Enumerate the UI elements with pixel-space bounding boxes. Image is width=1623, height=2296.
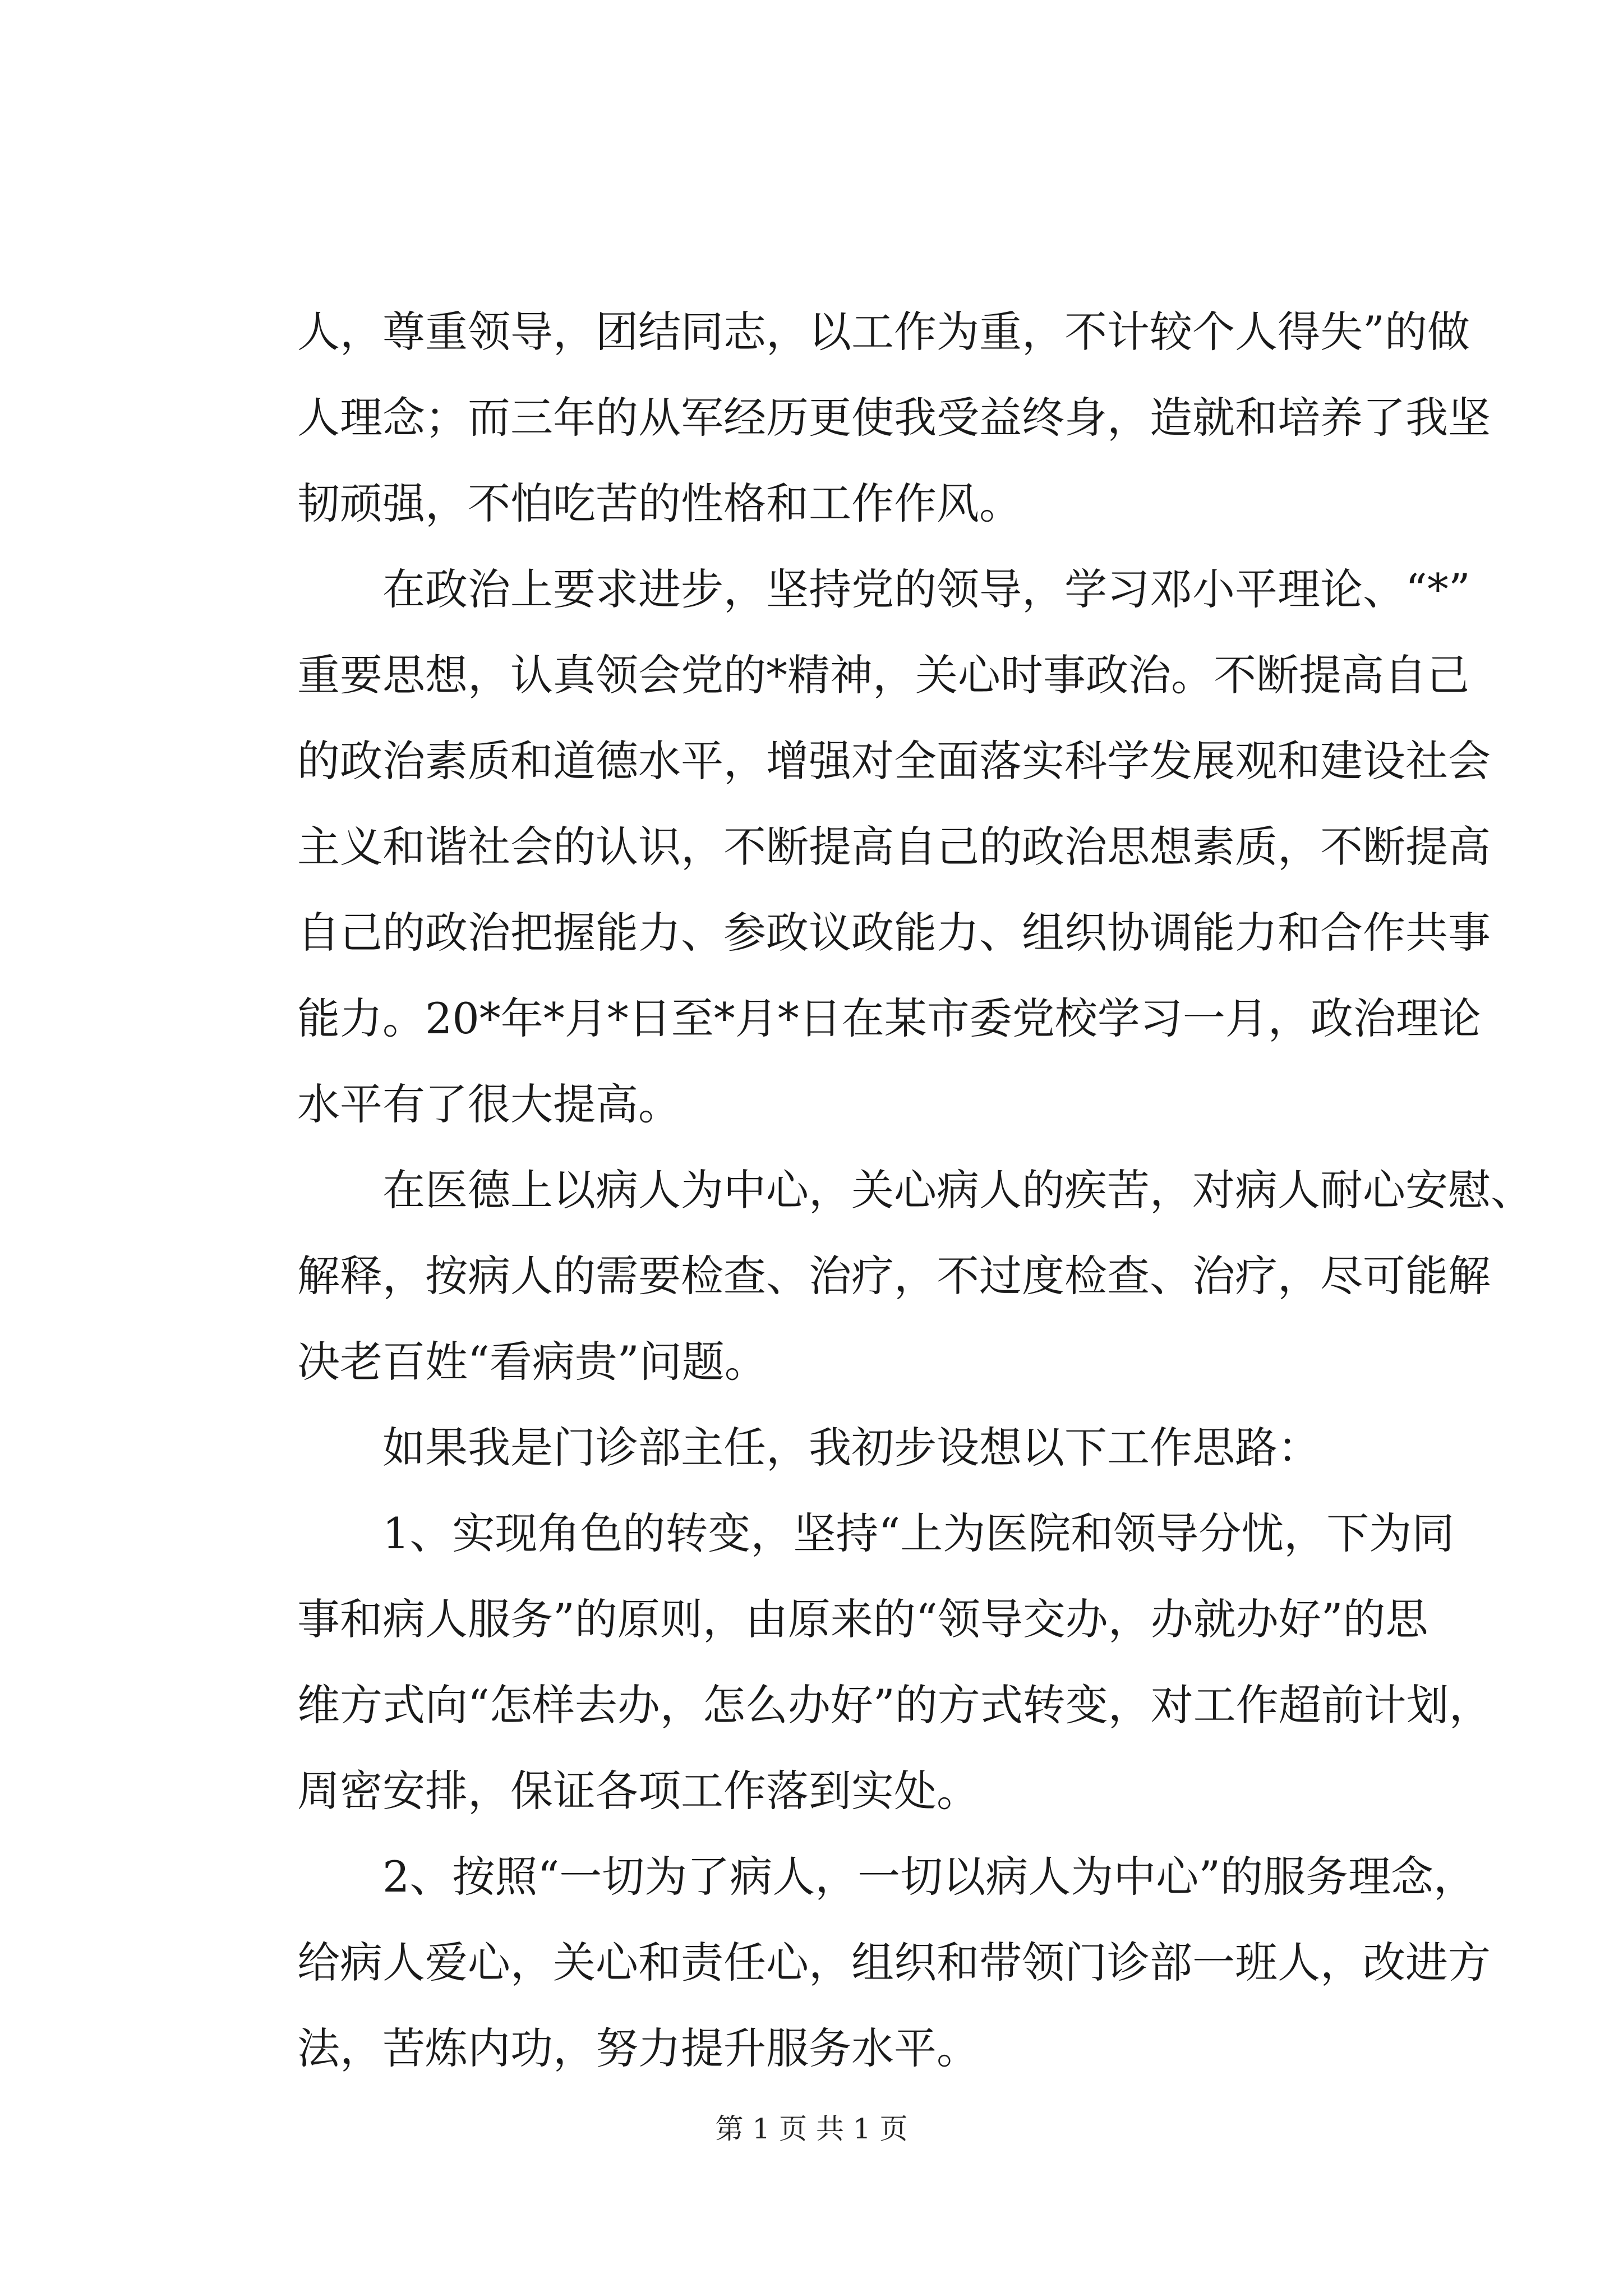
text-line: 的政治素质和道德水平，增强对全面落实科学发展观和建设社会 (297, 736, 1491, 786)
text-line: 决老百姓“看病贵”问题。 (297, 1337, 767, 1387)
paragraph-5 (297, 1490, 1492, 1834)
text-line: 2、按照“一切为了病人，一切以病人为中心”的服务理念， (297, 1852, 1477, 1902)
paragraph-2 (297, 546, 1491, 1147)
text-line: 主义和谐社会的认识，不断提高自己的政治思想素质，不断提高 (297, 822, 1491, 872)
text-line: 如果我是门诊部主任，我初步设想以下工作思路： (297, 1423, 1320, 1473)
paragraph-4 (297, 1405, 1412, 1490)
text-line: 周密安排，保证各项工作落到实处。 (297, 1766, 979, 1816)
text-line: 1、实现角色的转变，坚持“上为医院和领导分忧，下为同 (297, 1508, 1455, 1558)
text-line: 自己的政治把握能力、参政议政能力、组织协调能力和合作共事 (297, 908, 1491, 958)
page-footer: 第 1 页 共 1 页 (715, 2113, 908, 2145)
text-line: 给病人爱心，关心和责任心，组织和带领门诊部一班人，改进方 (297, 1938, 1491, 1987)
text-line: 能力。20*年*月*日至*月*日在某市委党校学习一月，政治理论 (297, 993, 1481, 1043)
paragraph-6 (297, 1834, 1491, 2091)
text-line: 解释，按病人的需要检查、治疗，不过度检查、治疗，尽可能解 (297, 1251, 1491, 1301)
paragraph-1 (297, 289, 1491, 546)
text-line: 维方式向“怎样去办，怎么办好”的方式转变，对工作超前计划， (297, 1680, 1492, 1730)
text-line: 法，苦炼内功，努力提升服务水平。 (297, 2023, 979, 2073)
text-line: 水平有了很大提高。 (297, 1079, 681, 1129)
text-line: 韧顽强，不怕吃苦的性格和工作作风。 (297, 478, 1022, 528)
text-line: 在政治上要求进步，坚持党的领导，学习邓小平理论、“*” (297, 564, 1470, 614)
paragraph-3 (297, 1147, 1533, 1405)
text-line: 在医德上以病人为中心，关心病人的疾苦，对病人耐心安慰、 (297, 1165, 1533, 1215)
text-line: 人理念；而三年的从军经历更使我受益终身，造就和培养了我坚 (297, 393, 1491, 443)
text-line: 事和病人服务”的原则，由原来的“领导交办，办就办好”的思 (297, 1594, 1428, 1644)
text-line: 人，尊重领导，团结同志，以工作为重，不计较个人得失”的做 (297, 307, 1470, 357)
text-line: 重要思想，认真领会党的*精神，关心时事政治。不断提高自己 (297, 650, 1469, 700)
document-body (297, 289, 1533, 2091)
